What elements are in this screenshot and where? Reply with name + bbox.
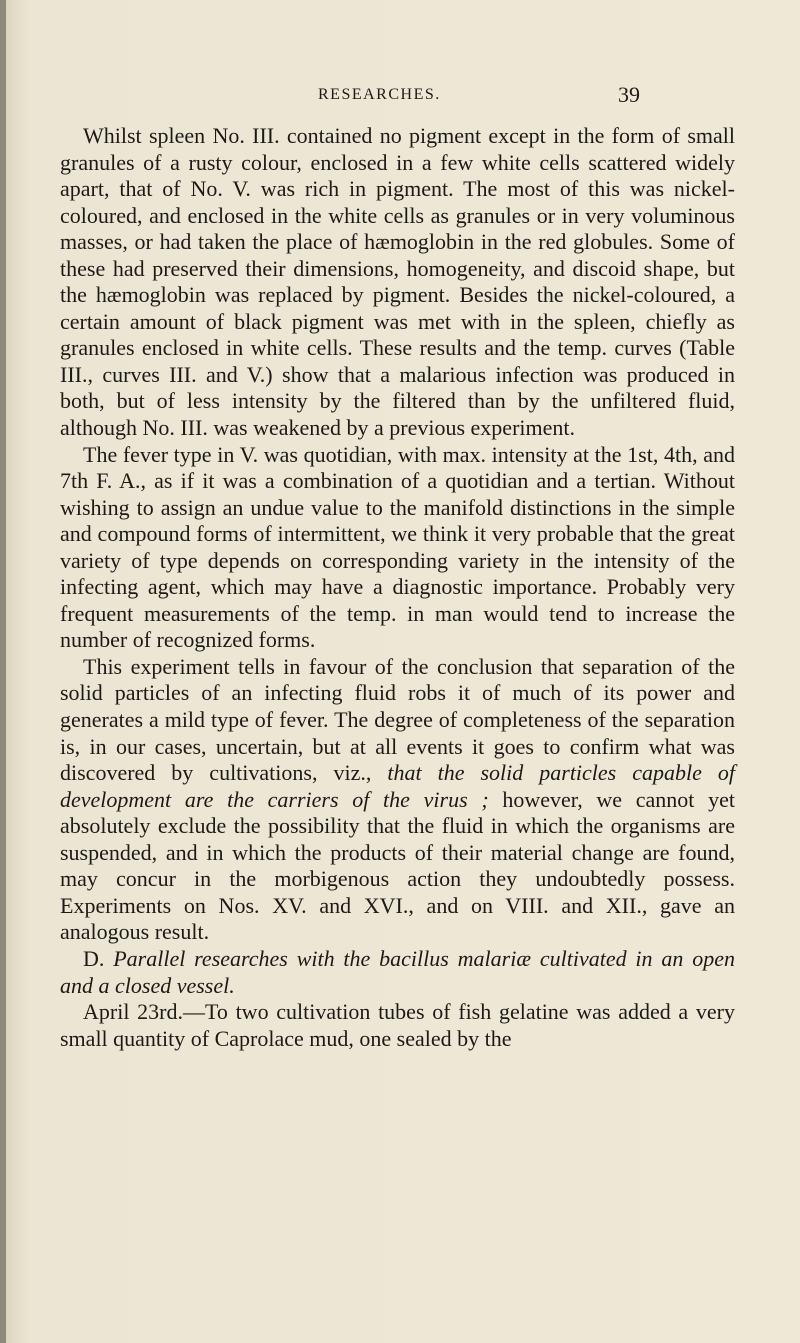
section-heading <box>60 946 735 999</box>
paragraph-separation-end: however, we cannot yet absolutely exclude the possibility that the fluid in which the organisms are suspended, and in which the products of their material change are found, may concur in the morbigenous action they undoubtedly possess. Experiments on Nos. XV. and XVI., and on VIII. and XII., gave an analogous result. <box>60 786 735 945</box>
section-title: Parallel researches with the bacillus malariæ cultivated in an open and a closed vessel. <box>60 945 735 998</box>
section-label: D. <box>83 945 105 971</box>
paragraph-spleen-pigment: Whilst spleen No. III. contained no pigment except in the form of small granules of a rusty colour, enclosed in a few white cells scattered widely apart, that of No. V. was rich in pigment. The most of this was nickel-coloured, and enclosed in the white cells as granules or in very voluminous masses, or had taken the place of hæmoglobin in the red globules. Some of these had preserved their dimensions, homogeneity, and discoid shape, but the hæmoglobin was replaced by pigment. Besides the nickel-coloured, a certain amount of black pigment was met with in the spleen, chiefly as granules enclosed in white cells. These results and the temp. curves (Table III., curves III. and V.) show that a malarious infection was produced in both, but of less intensity by the filtered than by the unfiltered fluid, although No. III. was weakened by a previous experiment. <box>60 123 735 441</box>
page-number: 39 <box>618 82 640 107</box>
italic-phrase: that the solid particles capable of development are the carriers of the virus ; <box>60 760 736 812</box>
running-title: RESEARCHES. <box>318 86 441 103</box>
binding-edge <box>0 0 6 1343</box>
paragraph-fever-type: The fever type in V. was quotidian, with max. intensity at the 1st, 4th, and 7th F. A., as if it was a combination of a quotidian and a tertian. Without wishing to assign an undue value to the manifold distinctions in the simple and compound forms of intermittent, we think it very probable that the great variety of type depends on corresponding variety in the intensity of the infecting agent, which may have a diagnostic importance. Probably very frequent measurements of the temp. in man would tend to increase the number of recognized forms. <box>60 441 735 653</box>
paragraph-separation-conclusion <box>60 654 735 946</box>
running-head <box>0 82 800 116</box>
paragraph-separation-start: This experiment tells in favour of the conclusion that separation of the solid particles of an infecting fluid robs it of much of its power and generates a mild type of fever. The degree of completeness of the separation is, in our cases, uncertain, but at all events it goes to confirm what was discovered by cultivations, viz., <box>60 653 735 786</box>
text-block <box>60 123 735 1052</box>
paragraph-april-23: April 23rd.—To two cultivation tubes of fish gelatine was added a very small quantity of Caprolace mud, one sealed by the <box>60 999 735 1051</box>
